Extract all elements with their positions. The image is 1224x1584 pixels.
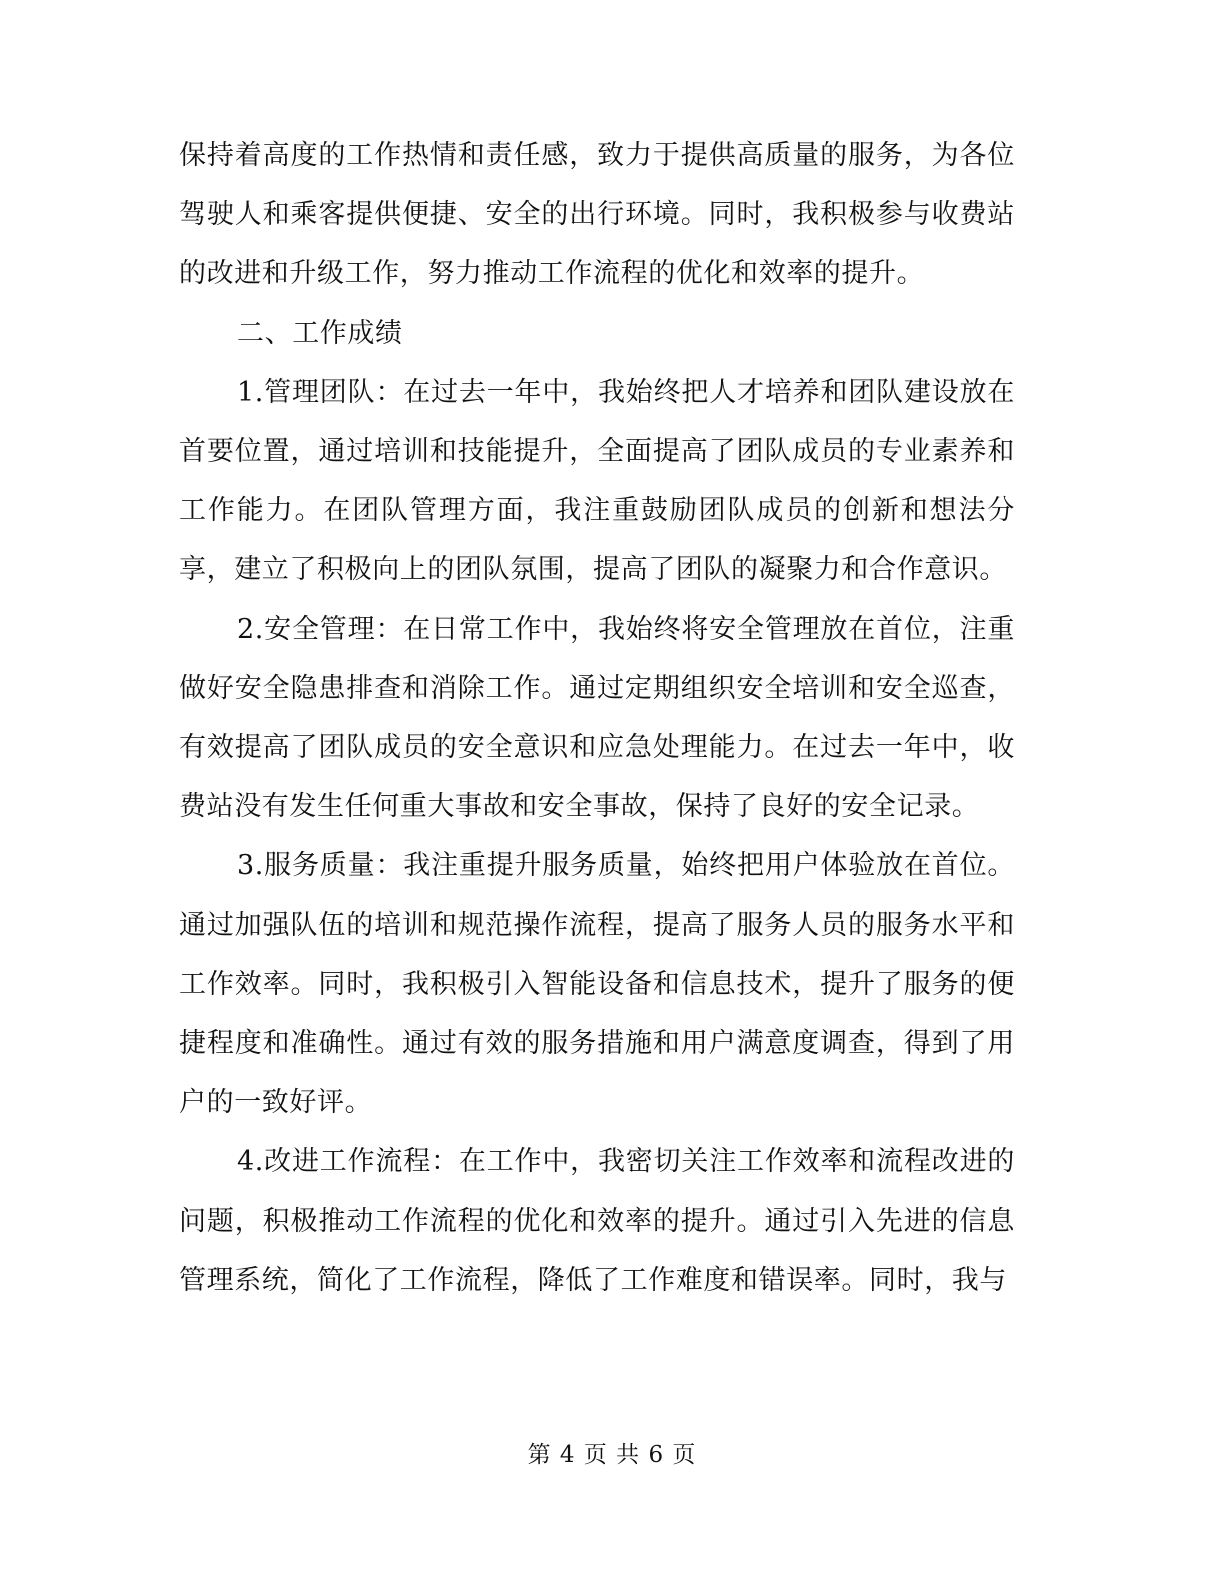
paragraph-workflow-improvement: 4.改进工作流程：在工作中，我密切关注工作效率和流程改进的问题，积极推动工作流程的优化和效率的提升。通过引入先进的信息管理系统，简化了工作流程，降低了工作难度和错误率。同时，我与	[179, 1146, 1015, 1296]
paragraph-safety-management: 2.安全管理：在日常工作中，我始终将安全管理放在首位，注重做好安全隐患排查和消除工作。通过定期组织安全培训和安全巡查，有效提高了团队成员的安全意识和应急处理能力。在过去一年中，收费站没有发生任何重大事故和安全事故，保持了良好的安全记录。	[179, 613, 1015, 823]
section-heading-work-achievements: 二、工作成绩	[237, 317, 403, 349]
paragraph-service-quality: 3.服务质量：我注重提升服务质量，始终把用户体验放在首位。通过加强队伍的培训和规范操作流程，提高了服务人员的服务水平和工作效率。同时，我积极引入智能设备和信息技术，提升了服务的便捷程度和准确性。通过有效的服务措施和用户满意度调查，得到了用户的一致好评。	[179, 850, 1015, 1119]
page-number-footer: 第 4 页 共 6 页	[527, 1442, 697, 1468]
paragraph-team-management: 1.管理团队：在过去一年中，我始终把人才培养和团队建设放在首要位置，通过培训和技能提升，全面提高了团队成员的专业素养和工作能力。在团队管理方面，我注重鼓励团队成员的创新和想法分享，建立了积极向上的团队氛围，提高了团队的凝聚力和合作意识。	[179, 376, 1015, 586]
document-body	[179, 126, 1015, 1310]
paragraph-intro-continuation: 保持着高度的工作热情和责任感，致力于提供高质量的服务，为各位驾驶人和乘客提供便捷、安全的出行环境。同时，我积极参与收费站的改进和升级工作，努力推动工作流程的优化和效率的提升。	[179, 140, 1015, 290]
